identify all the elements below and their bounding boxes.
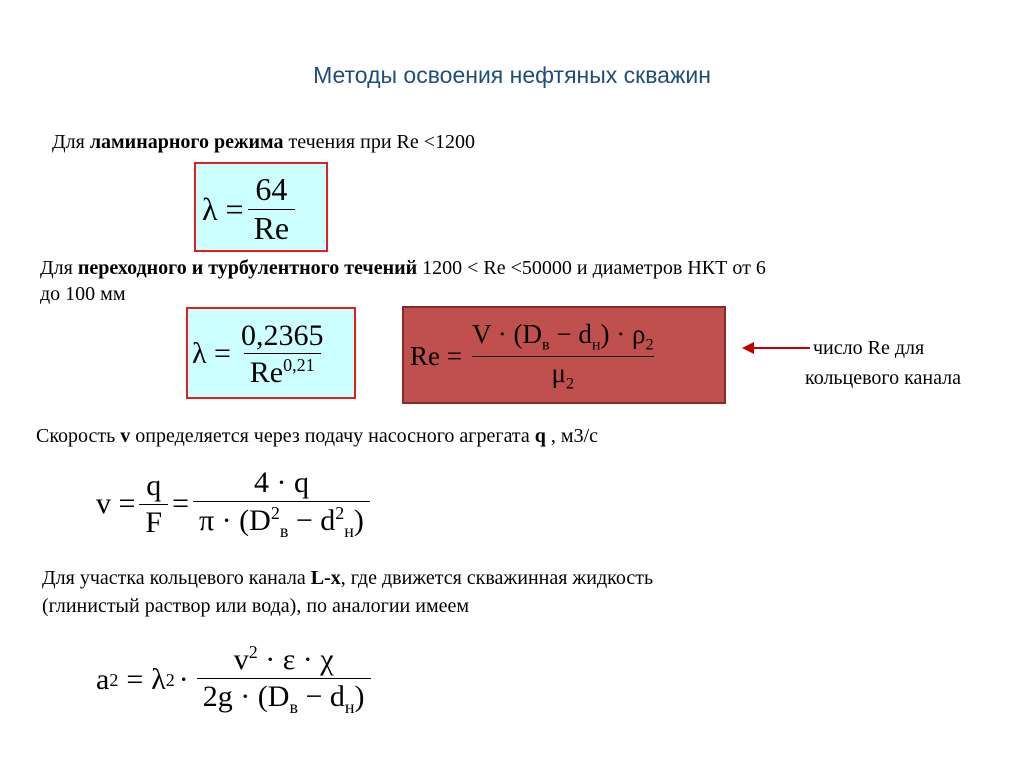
den-part: − d xyxy=(297,679,345,713)
denominator xyxy=(244,353,321,389)
annulus-text-cont: (глинистый раствор или вода), по аналогии имеем xyxy=(42,595,470,617)
text-bold: ламинарного режима xyxy=(89,131,284,153)
numerator: q xyxy=(146,469,162,502)
num-part: v xyxy=(233,643,249,677)
den-sup: 2 xyxy=(270,502,280,523)
note-line-2: кольцевого канала xyxy=(805,367,962,389)
formula-turbulent xyxy=(192,313,333,395)
velocity-text xyxy=(36,424,598,448)
arrow-left-icon xyxy=(742,342,754,354)
formula-lhs: v = xyxy=(96,487,136,520)
den-base: μ xyxy=(551,357,566,388)
numerator: 4 · q xyxy=(253,466,309,500)
den-sub: н xyxy=(344,520,354,541)
num-sub: в xyxy=(541,335,550,354)
equals: = xyxy=(172,487,190,520)
numerator: 0,2365 xyxy=(240,318,324,352)
num-part: ) · ρ xyxy=(600,319,646,350)
text-segment: Для участка кольцевого канала xyxy=(42,567,311,589)
num-sup: 2 xyxy=(248,642,258,663)
num-sub: 2 xyxy=(645,335,654,354)
formula-reynolds-box xyxy=(402,306,726,404)
text-segment: , м3/с xyxy=(545,425,599,447)
text-bold: L-x xyxy=(310,567,341,589)
text-segment: Скорость xyxy=(36,425,121,447)
numerator xyxy=(466,320,660,355)
den-part: ) xyxy=(353,503,364,537)
dot: · xyxy=(178,663,189,696)
fraction-q-f xyxy=(139,470,168,538)
formula-lhs: Re = xyxy=(410,340,462,371)
equals: = xyxy=(126,663,144,696)
text-segment: 1200 ˂ Re <50000 и диаметров НКТ от 6 xyxy=(417,257,766,279)
fraction xyxy=(235,320,330,389)
sub: 2 xyxy=(165,669,175,690)
den-exponent: 0,21 xyxy=(283,355,315,375)
note-line-1: число Re для xyxy=(813,337,925,359)
text-segment: течения при Re <1200 xyxy=(283,131,476,153)
denominator xyxy=(472,356,655,392)
turbulent-text-cont: до 100 мм xyxy=(40,283,126,305)
den-part: π · (D xyxy=(199,503,271,537)
text-segment: Для xyxy=(52,131,90,153)
num-part: · ε · χ xyxy=(257,643,334,677)
den-sub: н xyxy=(344,696,355,717)
arrow-line xyxy=(752,347,810,349)
formula-turbulent-box xyxy=(186,307,356,399)
text-segment: Для xyxy=(40,257,78,279)
page-title: Методы освоения нефтяных скважин xyxy=(313,62,711,88)
den-part: − d xyxy=(288,503,336,537)
den-part: 2g · (D xyxy=(202,679,290,713)
text-segment: определяется через подачу насосного агрегата xyxy=(130,425,535,447)
formula-reynolds xyxy=(410,312,664,400)
den-sub: в xyxy=(279,520,289,541)
num-sub: н xyxy=(591,335,601,354)
den-sub: в xyxy=(289,696,298,717)
formula-laminar xyxy=(202,169,299,249)
den-sub: 2 xyxy=(565,373,575,392)
num-part: V · (D xyxy=(471,319,542,350)
fraction xyxy=(466,320,660,392)
numerator xyxy=(228,643,340,678)
fraction xyxy=(248,170,296,246)
formula-lhs: λ = xyxy=(192,337,231,370)
denominator xyxy=(193,501,370,541)
laminar-text xyxy=(52,130,475,154)
num-part: − d xyxy=(549,319,592,350)
symbol-lambda: λ xyxy=(151,663,166,696)
turbulent-text xyxy=(40,256,766,280)
formula-velocity xyxy=(96,456,374,552)
den-base: Re xyxy=(249,356,284,389)
denominator xyxy=(197,678,371,717)
denominator: F xyxy=(139,504,168,539)
denominator: Re xyxy=(248,209,296,246)
text-bold: q xyxy=(534,425,546,447)
den-part: ) xyxy=(354,679,365,713)
formula-annulus xyxy=(96,632,375,728)
text-bold: переходного и турбулентного течений xyxy=(77,257,418,279)
numerator: 64 xyxy=(255,170,288,207)
fraction-area xyxy=(193,467,370,540)
text-bold: v xyxy=(120,425,131,447)
formula-laminar-box xyxy=(194,162,328,252)
annulus-text xyxy=(42,566,653,590)
sub: 2 xyxy=(109,669,119,690)
symbol-a: a xyxy=(96,663,110,696)
fraction xyxy=(197,643,371,716)
formula-lhs: λ = xyxy=(202,190,244,227)
den-sup: 2 xyxy=(335,502,345,523)
text-segment: , где движется скважинная жидкость xyxy=(340,567,654,589)
